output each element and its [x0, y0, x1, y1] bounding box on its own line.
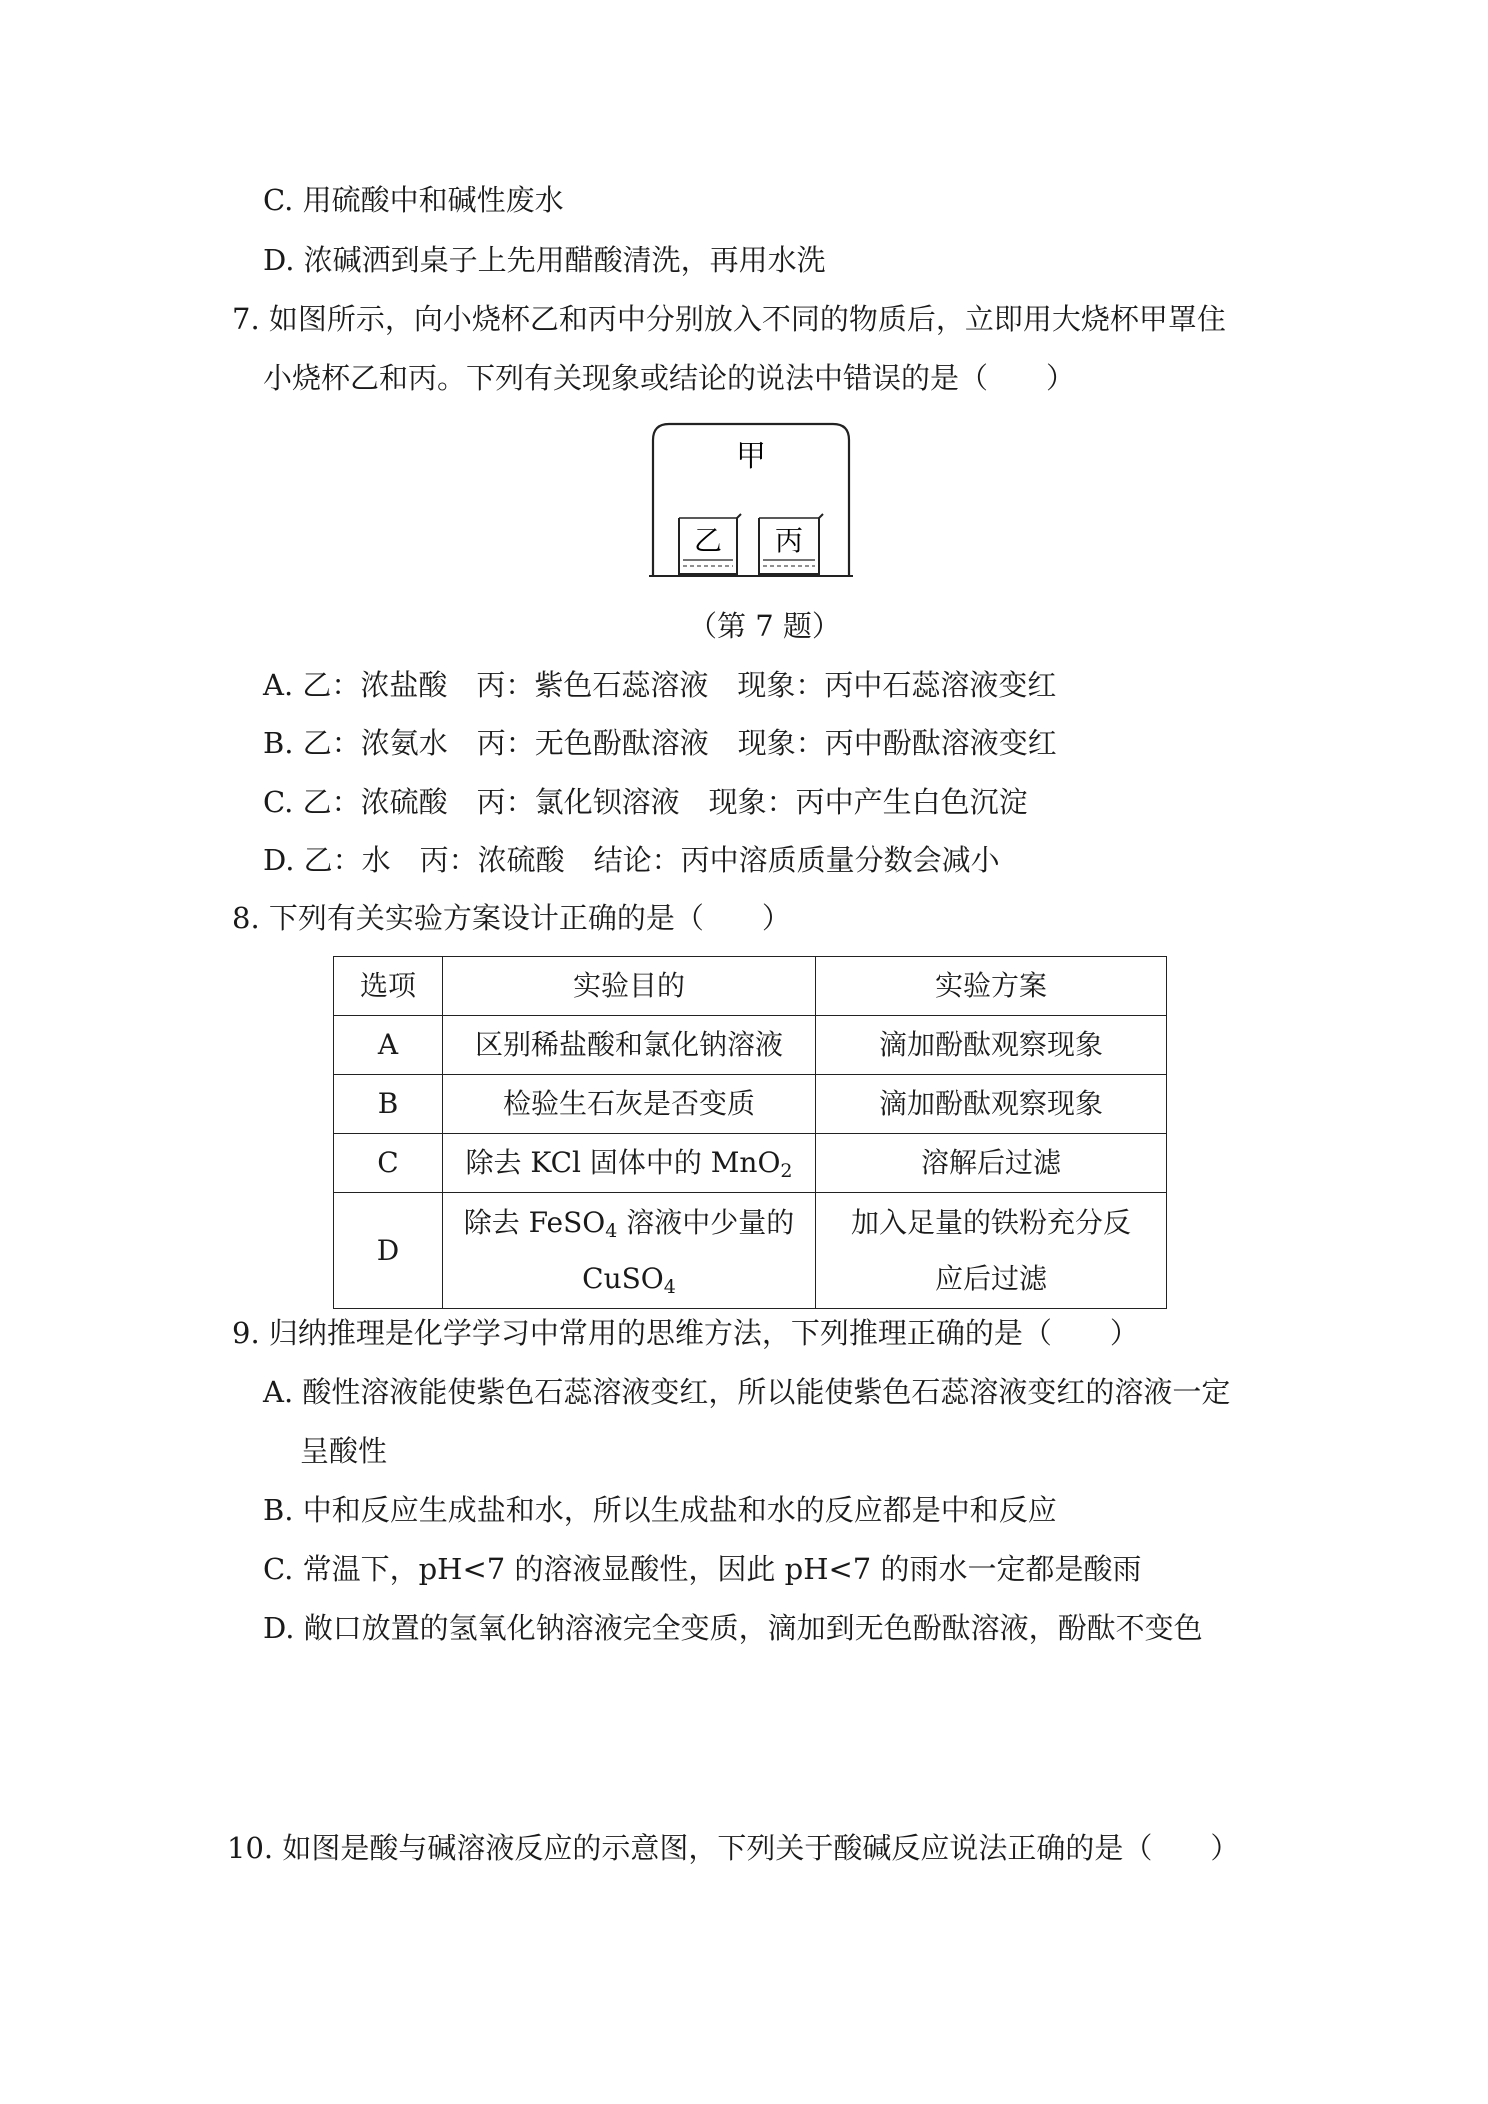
q7-stem-line1: 7. 如图所示，向小烧杯乙和丙中分别放入不同的物质后，立即用大烧杯甲罩住	[232, 302, 1226, 336]
q9-stem: 9. 归纳推理是化学学习中常用的思维方法，下列推理正确的是（ ）	[232, 1316, 1139, 1350]
row-plan: 溶解后过滤	[816, 1134, 1167, 1193]
subscript: 4	[605, 1219, 618, 1242]
row-plan	[816, 1193, 1167, 1309]
plan-line2: 应后过滤	[934, 1261, 1047, 1295]
row-aim: 区别稀盐酸和氯化钠溶液	[443, 1016, 816, 1075]
q9-option-a-line1: A. 酸性溶液能使紫色石蕊溶液变红，所以能使紫色石蕊溶液变红的溶液一定	[263, 1375, 1231, 1409]
q7-figure-caption: （第 7 题）	[688, 609, 841, 643]
row-aim	[443, 1193, 816, 1309]
aim-line1	[449, 1195, 809, 1251]
row-option: B	[334, 1075, 443, 1134]
aim-text: 除去 KCl 固体中的 MnO	[465, 1146, 781, 1179]
q10-stem: 10. 如图是酸与碱溶液反应的示意图，下列关于酸碱反应说法正确的是（ ）	[227, 1831, 1240, 1865]
big-beaker-label: 甲	[736, 439, 766, 474]
header-aim: 实验目的	[443, 957, 816, 1016]
q7-beaker-figure	[643, 418, 863, 578]
small-beaker-left-label: 乙	[693, 524, 723, 557]
aim-text: CuSO	[582, 1261, 664, 1295]
q9-option-b: B. 中和反应生成盐和水，所以生成盐和水的反应都是中和反应	[263, 1493, 1057, 1527]
q7-option-d: D. 乙：水 丙：浓硫酸 结论：丙中溶质质量分数会减小	[263, 843, 1000, 877]
row-plan: 滴加酚酞观察现象	[816, 1075, 1167, 1134]
aim-text: 溶液中少量的	[617, 1205, 795, 1239]
row-aim: 检验生石灰是否变质	[443, 1075, 816, 1134]
table-row	[334, 1193, 1167, 1309]
header-option: 选项	[334, 957, 443, 1016]
table-row	[334, 1075, 1167, 1134]
row-plan: 滴加酚酞观察现象	[816, 1016, 1167, 1075]
row-aim	[443, 1134, 816, 1193]
header-plan: 实验方案	[816, 957, 1167, 1016]
small-beaker-right-label: 丙	[774, 524, 804, 557]
q9-option-a-line2: 呈酸性	[300, 1434, 388, 1468]
q9-option-d: D. 敞口放置的氢氧化钠溶液完全变质，滴加到无色酚酞溶液，酚酞不变色	[263, 1611, 1203, 1645]
q8-stem: 8. 下列有关实验方案设计正确的是（ ）	[232, 901, 791, 935]
subscript: 2	[780, 1160, 793, 1182]
q6-option-c: C. 用硫酸中和碱性废水	[263, 183, 564, 217]
table-header-row	[334, 957, 1167, 1016]
q7-stem-line2: 小烧杯乙和丙。下列有关现象或结论的说法中错误的是（ ）	[263, 361, 1076, 395]
table-row	[334, 1134, 1167, 1193]
row-option: D	[334, 1193, 443, 1309]
plan-line1: 加入足量的铁粉充分反	[850, 1205, 1131, 1239]
q6-option-d: D. 浓碱洒到桌子上先用醋酸清洗，再用水洗	[263, 243, 826, 277]
aim-text: 除去 FeSO	[463, 1205, 606, 1239]
subscript: 4	[663, 1275, 676, 1298]
q8-experiment-table	[333, 956, 1167, 1309]
q7-option-c: C. 乙：浓硫酸 丙：氯化钡溶液 现象：丙中产生白色沉淀	[263, 785, 1028, 819]
row-option: C	[334, 1134, 443, 1193]
row-option: A	[334, 1016, 443, 1075]
q9-option-c: C. 常温下，pH<7 的溶液显酸性，因此 pH<7 的雨水一定都是酸雨	[263, 1552, 1142, 1586]
table-row	[334, 1016, 1167, 1075]
aim-line2	[449, 1251, 809, 1307]
q7-option-a: A. 乙：浓盐酸 丙：紫色石蕊溶液 现象：丙中石蕊溶液变红	[263, 668, 1057, 702]
q7-option-b: B. 乙：浓氨水 丙：无色酚酞溶液 现象：丙中酚酞溶液变红	[263, 726, 1057, 760]
